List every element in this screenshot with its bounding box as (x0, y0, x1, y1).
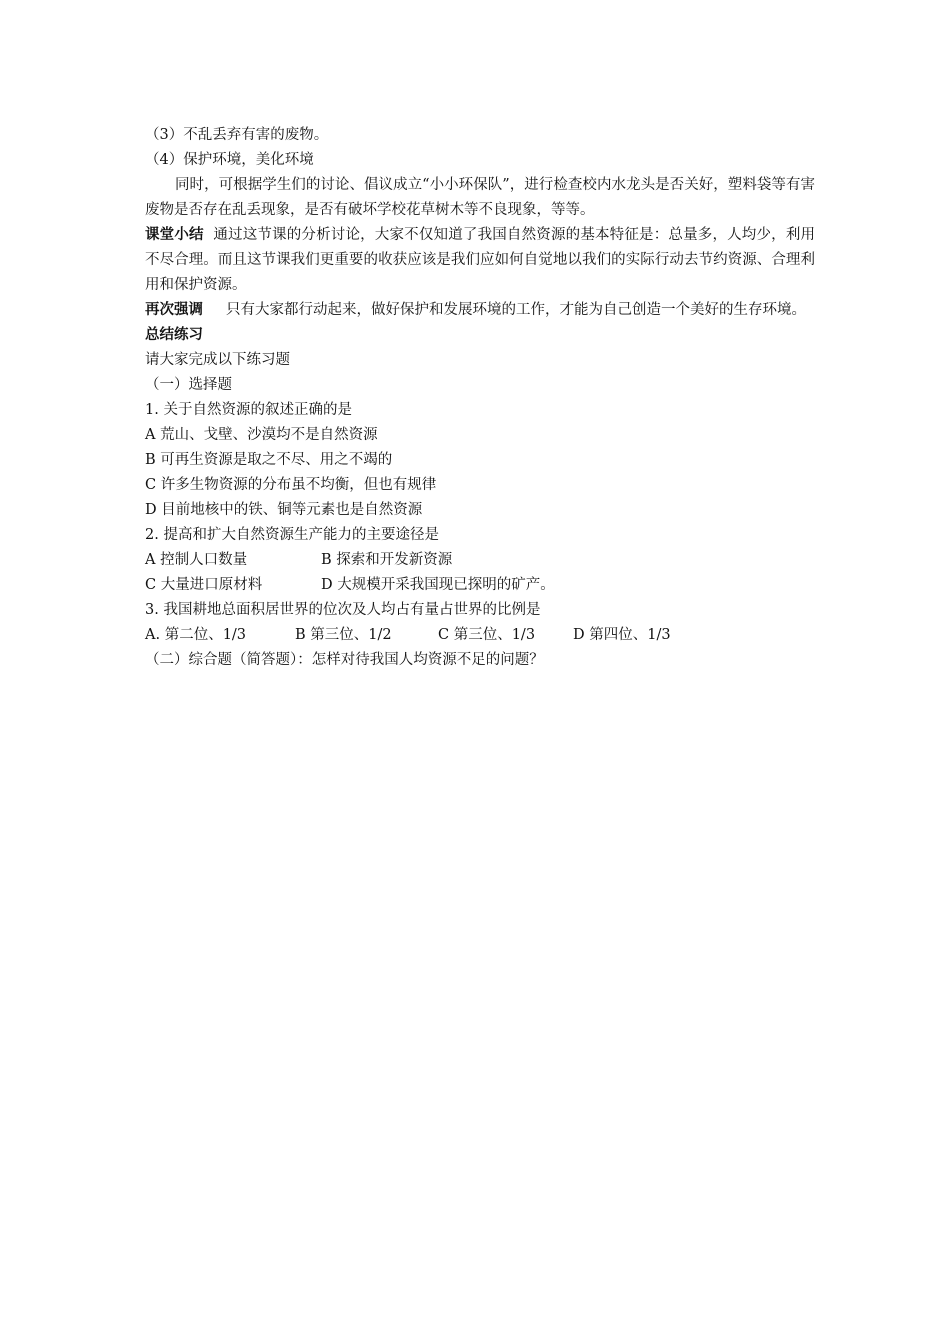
summary-paragraph (145, 223, 815, 298)
emphasis-paragraph (145, 298, 815, 323)
section-comprehensive-question: （二）综合题（简答题）：怎样对待我国人均资源不足的问题？ (145, 652, 544, 668)
section-choice-heading: （一）选择题 (145, 377, 232, 393)
practice-intro: 请大家完成以下练习题 (145, 352, 290, 368)
summary-label: 课堂小结 (145, 227, 204, 243)
document-page (145, 123, 815, 673)
question-2-option-a: A 控制人口数量 (145, 552, 248, 568)
question-2-stem: 2. 提高和扩大自然资源生产能力的主要途径是 (145, 527, 439, 543)
question-2-option-c: C 大量进口原材料 (145, 577, 263, 593)
question-1-option-a: A 荒山、戈壁、沙漠均不是自然资源 (145, 427, 378, 443)
team-paragraph: 同时，可根据学生们的讨论、倡议成立“小小环保队”，进行检查校内水龙头是否关好，塑料袋等有害废物是否存在乱丢现象，是否有破坏学校花草树木等不良现象，等等。 (145, 177, 815, 218)
question-3-option-c: C 第三位、1/3 (438, 627, 536, 643)
emphasis-text: 只有大家都行动起来，做好保护和发展环境的工作，才能为自己创造一个美好的生存环境。 (226, 302, 807, 318)
question-1-option-c: C 许多生物资源的分布虽不均衡，但也有规律 (145, 477, 437, 493)
list-item-3: （3）不乱丢弃有害的废物。 (145, 127, 329, 143)
summary-text: 通过这节课的分析讨论，大家不仅知道了我国自然资源的基本特征是：总量多，人均少，利用不尽合理。而且这节课我们更重要的收获应该是我们应如何自觉地以我们的实际行动去节约资源、合理利用和保护资源。 (145, 227, 816, 293)
question-3-options (145, 623, 815, 648)
emphasis-label: 再次强调 (145, 302, 203, 318)
question-2-options-row-2 (145, 573, 815, 598)
question-2-option-d: D 大规模开采我国现已探明的矿产。 (321, 577, 555, 593)
question-3-stem: 3. 我国耕地总面积居世界的位次及人均占有量占世界的比例是 (145, 602, 541, 618)
question-1-option-d: D 目前地核中的铁、铜等元素也是自然资源 (145, 502, 423, 518)
question-3-option-a: A. 第二位、1/3 (145, 627, 247, 643)
question-3-option-b: B 第三位、1/2 (295, 627, 392, 643)
question-1-option-b: B 可再生资源是取之不尽、用之不竭的 (145, 452, 393, 468)
question-1-stem: 1. 关于自然资源的叙述正确的是 (145, 402, 352, 418)
question-2-options-row-1 (145, 548, 815, 573)
practice-heading: 总结练习 (145, 327, 203, 343)
list-item-4: （4）保护环境，美化环境 (145, 152, 314, 168)
question-3-option-d: D 第四位、1/3 (573, 627, 671, 643)
question-2-option-b: B 探索和开发新资源 (321, 552, 453, 568)
